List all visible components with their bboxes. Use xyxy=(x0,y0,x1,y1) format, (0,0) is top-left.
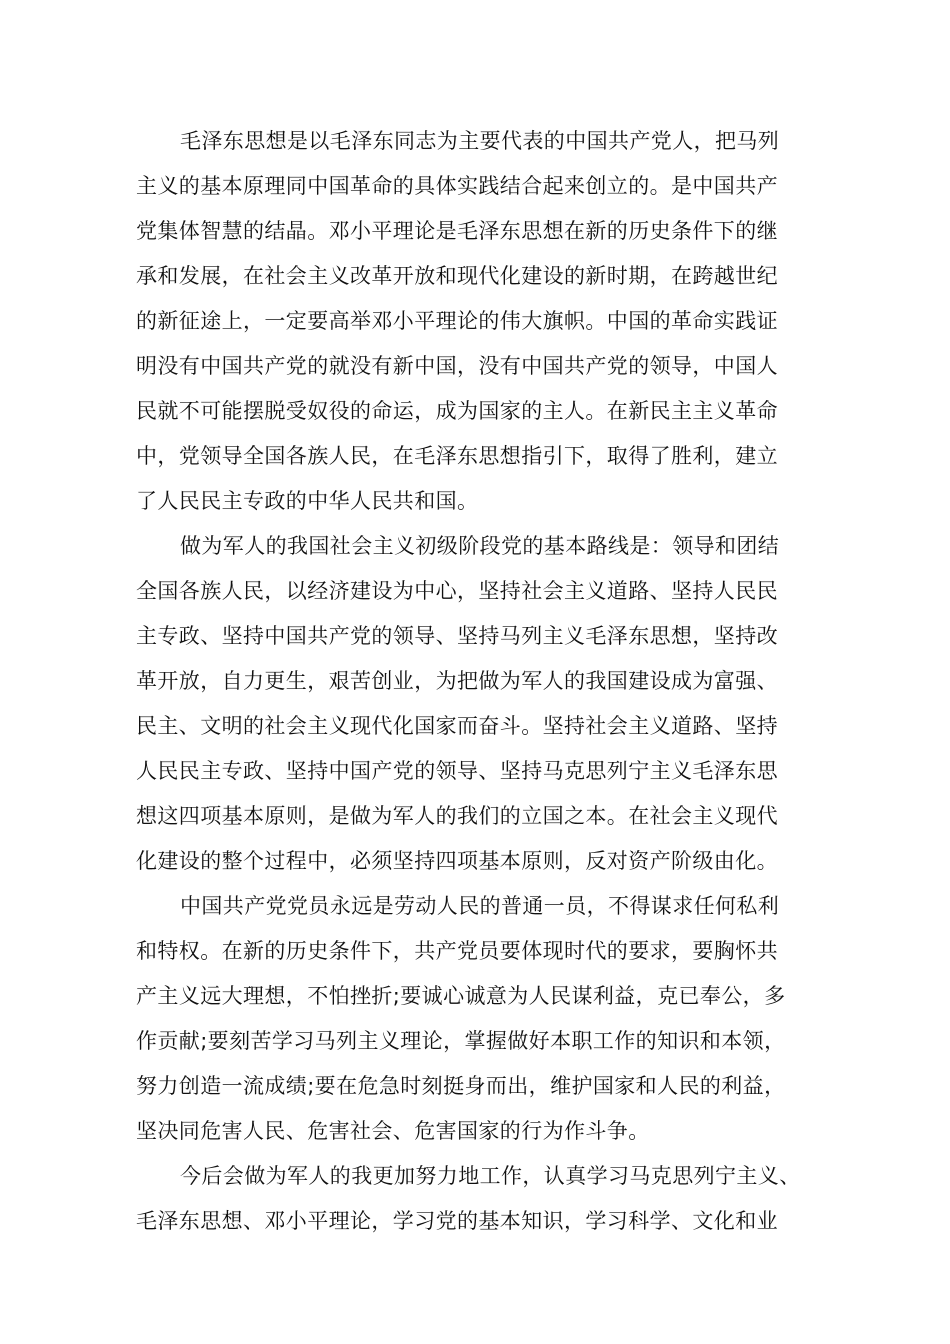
paragraph-1 xyxy=(136,119,816,524)
text-line: 毛泽东思想、邓小平理论，学习党的基本知识，学习科学、文化和业 xyxy=(136,1209,778,1233)
text-line: 化建设的整个过程中，必须坚持四项基本原则，反对资产阶级由化。 xyxy=(136,849,778,873)
text-line: 了人民民主专政的中华人民共和国。 xyxy=(136,489,479,513)
document-body xyxy=(136,119,816,1244)
text-line: 今后会做为军人的我更加努力地工作，认真学习马克思列宁主义、 xyxy=(180,1164,801,1188)
text-line: 民主、文明的社会主义现代化国家而奋斗。坚持社会主义道路、坚持 xyxy=(136,714,778,738)
text-line: 的新征途上，一定要高举邓小平理论的伟大旗帜。中国的革命实践证 xyxy=(136,309,778,333)
paragraph-3 xyxy=(136,884,816,1154)
text-line: 民就不可能摆脱受奴役的命运，成为国家的主人。在新民主主义革命 xyxy=(136,399,778,423)
text-line: 努力创造一流成绩;要在危急时刻挺身而出，维护国家和人民的利益， xyxy=(136,1074,786,1098)
text-line: 全国各族人民，以经济建设为中心，坚持社会主义道路、坚持人民民 xyxy=(136,579,778,603)
text-line: 明没有中国共产党的就没有新中国，没有中国共产党的领导，中国人 xyxy=(136,354,778,378)
text-line: 主义的基本原理同中国革命的具体实践结合起来创立的。是中国共产 xyxy=(136,174,778,198)
text-line: 主专政、坚持中国共产党的领导、坚持马列主义毛泽东思想，坚持改 xyxy=(136,624,778,648)
text-line: 中，党领导全国各族人民，在毛泽东思想指引下，取得了胜利，建立 xyxy=(136,444,778,468)
text-line: 革开放，自力更生，艰苦创业，为把做为军人的我国建设成为富强、 xyxy=(136,669,778,693)
text-line: 党集体智慧的结晶。邓小平理论是毛泽东思想在新的历史条件下的继 xyxy=(136,219,778,243)
text-line: 想这四项基本原则，是做为军人的我们的立国之本。在社会主义现代 xyxy=(136,804,778,828)
text-line: 坚决同危害人民、危害社会、危害国家的行为作斗争。 xyxy=(136,1119,650,1143)
text-line: 毛泽东思想是以毛泽东同志为主要代表的中国共产党人，把马列 xyxy=(180,129,780,153)
text-line: 和特权。在新的历史条件下，共产党员要体现时代的要求，要胸怀共 xyxy=(136,939,778,963)
text-line: 作贡献;要刻苦学习马列主义理论，掌握做好本职工作的知识和本领， xyxy=(136,1029,786,1053)
paragraph-2 xyxy=(136,524,816,884)
text-line: 做为军人的我国社会主义初级阶段党的基本路线是：领导和团结 xyxy=(180,534,780,558)
text-line: 中国共产党党员永远是劳动人民的普通一员，不得谋求任何私利 xyxy=(180,894,780,918)
text-line: 人民民主专政、坚持中国产党的领导、坚持马克思列宁主义毛泽东思 xyxy=(136,759,778,783)
text-line: 承和发展，在社会主义改革开放和现代化建设的新时期，在跨越世纪 xyxy=(136,264,778,288)
paragraph-4 xyxy=(136,1154,816,1244)
text-line: 产主义远大理想，不怕挫折;要诚心诚意为人民谋利益，克已奉公，多 xyxy=(136,984,786,1008)
